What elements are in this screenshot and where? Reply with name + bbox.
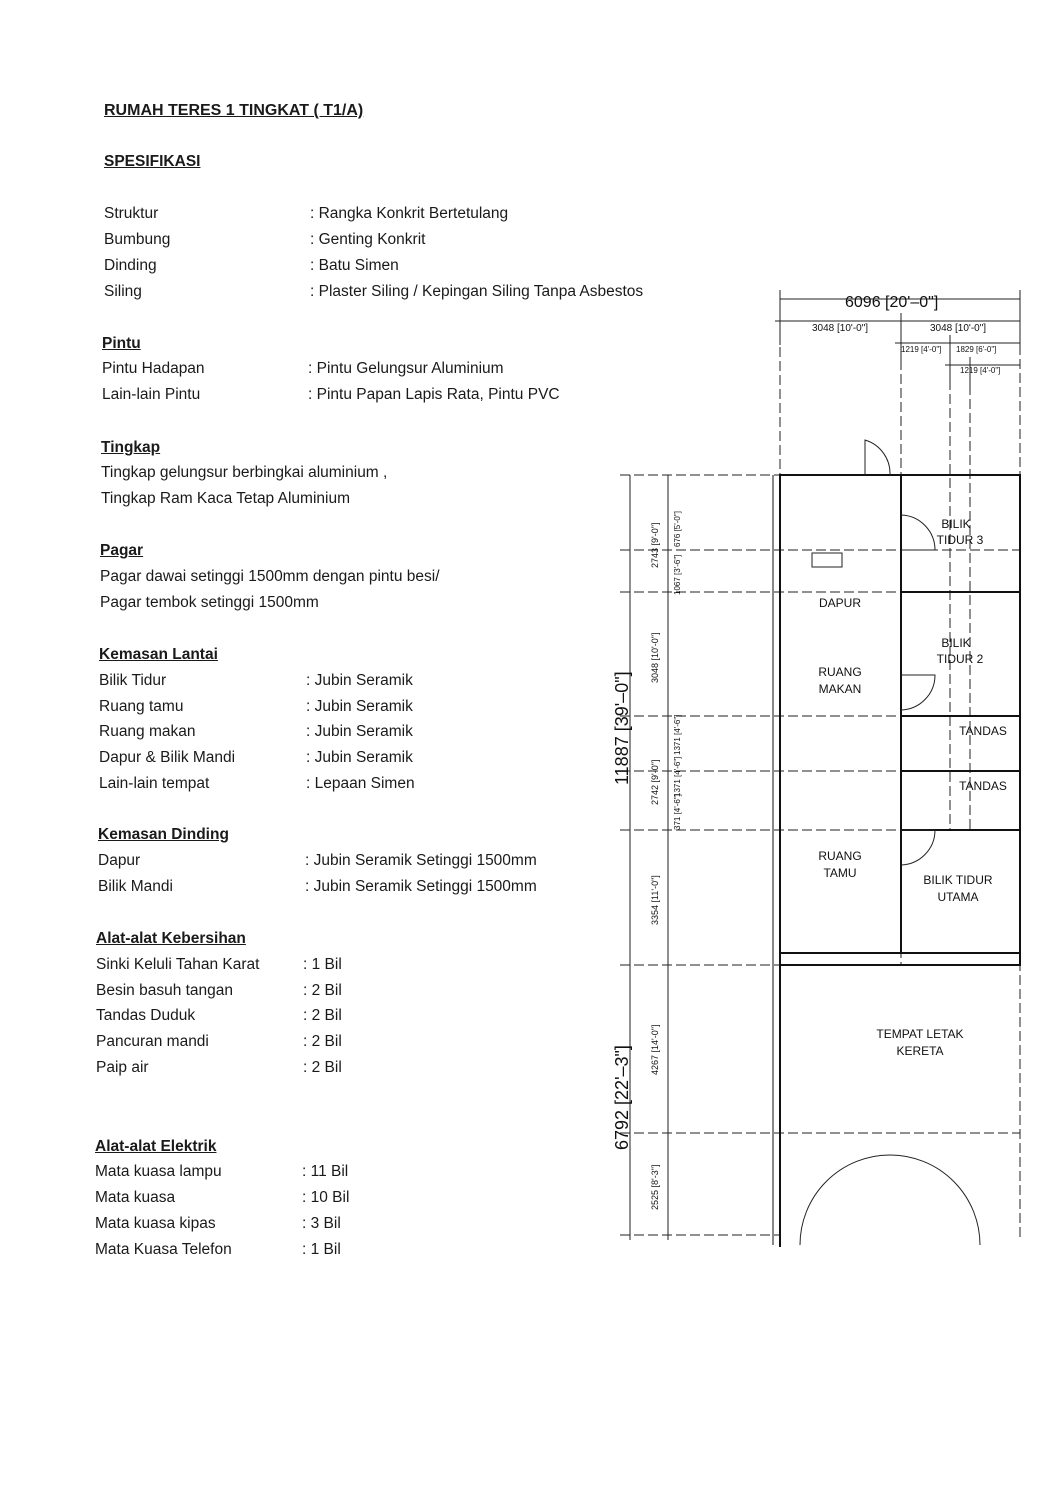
kebersihan-label: Besin basuh tangan bbox=[96, 982, 234, 999]
pintu-value: : Pintu Papan Lapis Rata, Pintu PVC bbox=[308, 386, 560, 403]
kemasan-lantai-heading: Kemasan Lantai bbox=[99, 646, 218, 663]
dim-d6: 2525 [8'-3"] bbox=[650, 1164, 660, 1210]
room-label: TANDAS bbox=[959, 724, 1007, 738]
spec-label: Bumbung bbox=[104, 231, 171, 248]
elektrik-value: : 10 Bil bbox=[302, 1189, 350, 1206]
kebersihan-label: Sinki Keluli Tahan Karat bbox=[96, 956, 260, 973]
dim-d4: 3354 [11'-0"] bbox=[650, 875, 660, 925]
floor-plan-drawing bbox=[590, 285, 1050, 1275]
dim-d5: 4267 [14'-0"] bbox=[650, 1024, 660, 1075]
kebersihan-label: Pancuran mandi bbox=[96, 1033, 209, 1050]
room-label: KERETA bbox=[896, 1044, 944, 1058]
pintu-value: : Pintu Gelungsur Aluminium bbox=[308, 360, 504, 377]
tingkap-line: Tingkap Ram Kaca Tetap Aluminium bbox=[101, 490, 350, 507]
dim-house-total: 11887 [39'–0"] bbox=[612, 671, 632, 785]
pintu-label: Pintu Hadapan bbox=[102, 360, 205, 377]
elektrik-value: : 11 Bil bbox=[302, 1163, 349, 1180]
dim-d3b: 1371 [4'-6"] bbox=[673, 756, 682, 797]
room-label: RUANG bbox=[818, 849, 862, 863]
lantai-label: Ruang tamu bbox=[99, 698, 184, 715]
dim-right-half: 3048 [10'-0"] bbox=[930, 323, 987, 334]
kebersihan-value: : 2 Bil bbox=[303, 1033, 342, 1050]
pagar-heading: Pagar bbox=[100, 542, 144, 559]
room-label: TIDUR 2 bbox=[936, 652, 984, 666]
dim-d1b: 1067 [3'-6"] bbox=[673, 554, 682, 595]
room-label: RUANG bbox=[818, 665, 862, 679]
kebersihan-value: : 2 Bil bbox=[303, 1007, 342, 1024]
room-label: DAPUR bbox=[818, 596, 862, 610]
dim-sub-a: 1219 [4'-0"] bbox=[901, 345, 942, 354]
pagar-line: Pagar dawai setinggi 1500mm dengan pintu besi/ bbox=[100, 568, 440, 585]
lantai-label: Ruang makan bbox=[99, 723, 196, 740]
dinding-value: : Jubin Seramik Setinggi 1500mm bbox=[305, 852, 537, 869]
tingkap-line: Tingkap gelungsur berbingkai aluminium , bbox=[101, 464, 388, 481]
elektrik-value: : 3 Bil bbox=[302, 1215, 341, 1232]
dim-overall: 6096 [20'–0"] bbox=[845, 294, 939, 311]
dim-d2: 3048 [10'-0"] bbox=[650, 632, 660, 683]
pagar-line: Pagar tembok setinggi 1500mm bbox=[100, 594, 319, 611]
dim-car-total: 6792 [22'–3"] bbox=[612, 1045, 632, 1150]
pintu-label: Lain-lain Pintu bbox=[102, 386, 201, 403]
room-label: BILIK TIDUR bbox=[923, 873, 993, 887]
door-swing bbox=[901, 515, 935, 550]
elektrik-label: Mata kuasa bbox=[95, 1189, 176, 1206]
kemasan-dinding-heading: Kemasan Dinding bbox=[98, 826, 229, 843]
dim-d3a: 1371 [4'-6"] bbox=[673, 714, 682, 755]
dinding-label: Bilik Mandi bbox=[98, 878, 173, 895]
lantai-value: : Jubin Seramik bbox=[306, 698, 413, 715]
dim-d1a: 676 [5'-0"] bbox=[673, 511, 682, 547]
spec-label: Siling bbox=[104, 283, 142, 300]
room-label: TIDUR 3 bbox=[936, 533, 984, 547]
kebersihan-value: : 1 Bil bbox=[303, 956, 342, 973]
elektrik-label: Mata Kuasa Telefon bbox=[95, 1241, 232, 1258]
lantai-value: : Jubin Seramik bbox=[306, 749, 413, 766]
dim-sub-c: 1219 [4'-0"] bbox=[960, 366, 1001, 375]
gate-swing bbox=[800, 1155, 890, 1245]
lantai-label: Dapur & Bilik Mandi bbox=[99, 749, 236, 766]
dim-d3: 2742 [9'-0"] bbox=[650, 759, 660, 805]
door-swing bbox=[865, 440, 890, 475]
room-label: BILIK bbox=[941, 517, 971, 531]
elektrik-heading: Alat-alat Elektrik bbox=[95, 1138, 217, 1155]
door-swing bbox=[901, 675, 935, 710]
page-title: RUMAH TERES 1 TINGKAT ( T1/A) bbox=[104, 102, 364, 119]
room-label: TAMU bbox=[823, 866, 857, 880]
gate-swing bbox=[890, 1155, 980, 1245]
spec-label: Dinding bbox=[104, 257, 157, 274]
room-label: TEMPAT LETAK bbox=[876, 1027, 964, 1041]
room-label: BILIK bbox=[941, 636, 971, 650]
spec-value: : Rangka Konkrit Bertetulang bbox=[310, 205, 509, 222]
kitchen-sink-icon bbox=[812, 553, 842, 567]
spec-heading: SPESIFIKASI bbox=[104, 153, 201, 170]
lantai-label: Bilik Tidur bbox=[99, 672, 167, 689]
dim-d1: 2743 [9'-0"] bbox=[650, 522, 660, 568]
dim-left-half: 3048 [10'-0"] bbox=[812, 323, 869, 334]
spec-value: : Plaster Siling / Kepingan Siling Tanpa Asbestos bbox=[310, 283, 644, 300]
elektrik-label: Mata kuasa lampu bbox=[95, 1163, 222, 1180]
elektrik-value: : 1 Bil bbox=[302, 1241, 341, 1258]
spec-value: : Batu Simen bbox=[310, 257, 399, 274]
dim-d3c: 371 [4'-6"] bbox=[673, 794, 682, 830]
lantai-value: : Jubin Seramik bbox=[306, 672, 413, 689]
lantai-label: Lain-lain tempat bbox=[99, 775, 210, 792]
spec-label: Struktur bbox=[104, 205, 159, 222]
elektrik-label: Mata kuasa kipas bbox=[95, 1215, 216, 1232]
room-label: UTAMA bbox=[937, 890, 979, 904]
kebersihan-label: Tandas Duduk bbox=[96, 1007, 196, 1024]
lantai-value: : Jubin Seramik bbox=[306, 723, 413, 740]
dim-sub-b: 1829 [6'-0"] bbox=[956, 345, 997, 354]
room-label: TANDAS bbox=[959, 779, 1007, 793]
dinding-label: Dapur bbox=[98, 852, 141, 869]
kebersihan-label: Paip air bbox=[96, 1059, 149, 1076]
room-label: MAKAN bbox=[818, 682, 862, 696]
door-swing bbox=[901, 830, 935, 865]
kebersihan-heading: Alat-alat Kebersihan bbox=[96, 930, 246, 947]
spec-value: : Genting Konkrit bbox=[310, 231, 426, 248]
kebersihan-value: : 2 Bil bbox=[303, 982, 342, 999]
kebersihan-value: : 2 Bil bbox=[303, 1059, 342, 1076]
dinding-value: : Jubin Seramik Setinggi 1500mm bbox=[305, 878, 537, 895]
lantai-value: : Lepaan Simen bbox=[306, 775, 415, 792]
pintu-heading: Pintu bbox=[102, 335, 141, 352]
tingkap-heading: Tingkap bbox=[101, 439, 161, 456]
